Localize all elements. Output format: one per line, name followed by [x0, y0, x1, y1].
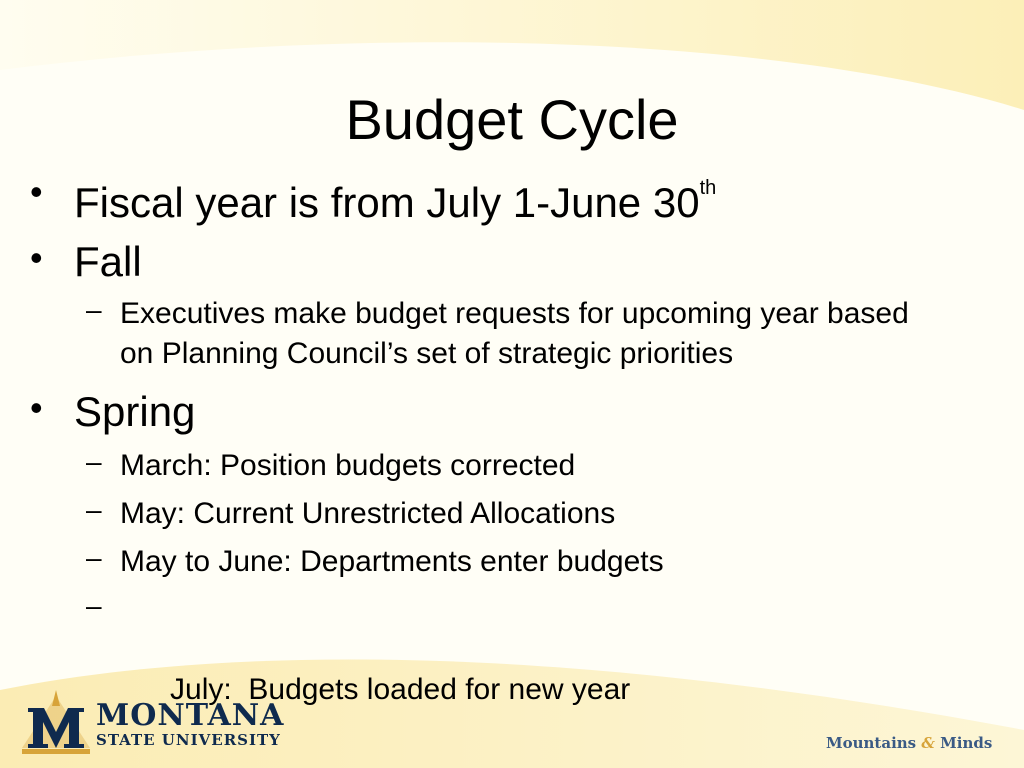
bullet-icon: • [30, 387, 43, 428]
dash-icon: – [86, 590, 102, 621]
logo-sub-text: STATE UNIVERSITY [96, 731, 281, 749]
bullet-text: Fall [74, 238, 142, 285]
bullet-icon: • [30, 237, 43, 278]
sub-bullet-text: May: Current Unrestricted Allocations [120, 497, 616, 530]
bullet-spring [30, 384, 196, 440]
dash-icon: – [86, 542, 102, 573]
tagline [826, 734, 992, 752]
bullet-text: Fiscal year is from July 1-June 30 [74, 179, 700, 226]
bullet-fiscal-year [30, 168, 717, 231]
msu-wordmark [96, 700, 284, 748]
fall-item [86, 294, 940, 374]
tagline-amp: & [921, 734, 935, 752]
dash-icon: – [86, 446, 102, 477]
dash-icon: – [86, 494, 102, 525]
bullet-text: Spring [74, 388, 196, 435]
spring-item [86, 446, 576, 486]
bullet-fall [30, 234, 142, 290]
tagline-right: Minds [940, 734, 993, 752]
sub-bullet-text: March: Position budgets corrected [120, 449, 576, 482]
logo-main-text: MONTANA [96, 698, 285, 733]
dash-icon: – [86, 294, 102, 325]
spring-item [86, 542, 664, 582]
sub-bullet-text: July: Budgets loaded for new year [170, 673, 631, 706]
tagline-left: Mountains [826, 734, 917, 752]
spring-item [86, 494, 616, 534]
slide-title: Budget Cycle [345, 88, 679, 151]
sub-bullet-text: May to June: Departments enter budgets [120, 545, 664, 578]
sub-bullet-text: Executives make budget requests for upcoming year based on Planning Council’s set of strategic priorities [120, 297, 909, 370]
bullet-icon: • [30, 171, 43, 212]
msu-m-logo-icon [20, 690, 92, 756]
superscript: th [699, 177, 717, 199]
